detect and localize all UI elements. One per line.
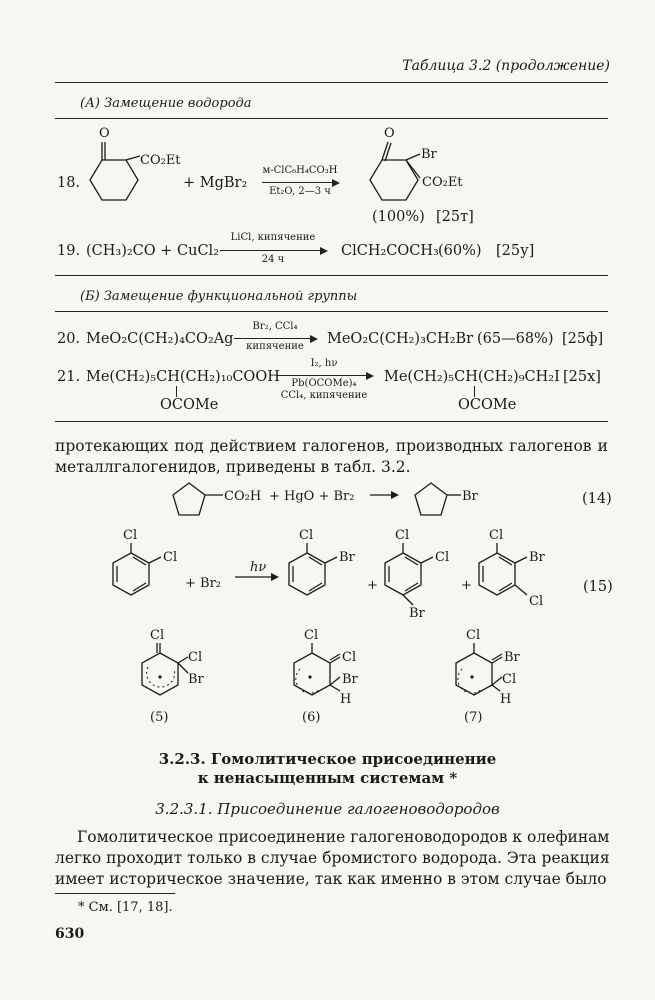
product1-br: Br xyxy=(339,550,355,565)
section-heading-line2: к ненасыщенным системам * xyxy=(197,769,458,787)
product-oxygen: O xyxy=(384,126,395,141)
row-21-condition-bottom: CCl₄, кипячение xyxy=(280,390,368,401)
row-21-reactant: Me(CH₂)₅CH(CH₂)₁₀COOH xyxy=(86,369,280,385)
reactant-oxygen: O xyxy=(99,126,110,141)
section-b-rule xyxy=(55,311,608,312)
paragraph-intro: протекающих под действием галогенов, производных галогенов и металлгалогенидов, приведены в табл. 3.2. xyxy=(55,437,608,476)
row-20-product: MeO₂C(CH₂)₃CH₂Br xyxy=(327,331,474,347)
row-21-number: 21. xyxy=(57,369,81,385)
row-21-reactant-bond xyxy=(176,386,177,397)
reactant-ester-group: CO₂Et xyxy=(140,153,181,168)
row-18-condition-top: м-ClC₆H₄CO₃H xyxy=(262,165,338,176)
subsection-heading: 3.2.3.1. Присоединение галогеноводородов xyxy=(155,800,500,818)
equation-15-label: (15) xyxy=(583,579,613,595)
row-18-reactant-structure xyxy=(80,120,190,220)
section-b-top-rule xyxy=(55,275,608,276)
row-21-product-bond xyxy=(474,386,475,397)
radical5-label: (5) xyxy=(150,710,169,725)
radical6-cl-top: Cl xyxy=(304,628,319,643)
footnote-rule xyxy=(55,893,175,894)
equation-14-label: (14) xyxy=(582,491,612,507)
row-20-number: 20. xyxy=(57,331,81,347)
radical7-cl-top: Cl xyxy=(466,628,481,643)
page-number: 630 xyxy=(55,926,85,942)
row-18-reference: [25т] xyxy=(436,209,474,225)
section-a-title: (А) Замещение водорода xyxy=(80,96,252,111)
row-19-product: ClCH₂COCH₃ xyxy=(341,243,439,259)
row-19-reference: [25у] xyxy=(496,243,535,259)
row-21-condition-mid: Pb(OCOMe)₄ xyxy=(291,378,357,389)
product3-cl-top: Cl xyxy=(489,528,504,543)
row-19-condition-bottom: 24 ч xyxy=(261,254,285,265)
paragraph-line-2: легко проходит только в случае бромистого водорода. Эта реакция xyxy=(55,849,610,867)
footnote: * См. [17, 18]. xyxy=(78,900,173,915)
row-20-arrow xyxy=(234,338,316,339)
row-21-condition-top: I₂, hν xyxy=(310,358,338,369)
row-20-reactant: MeO₂C(CH₂)₄CO₂Ag xyxy=(86,331,234,347)
section-a-rule xyxy=(55,118,608,119)
radical-structures xyxy=(130,625,550,735)
eq14-bromine: Br xyxy=(462,489,478,504)
row-18-condition-bottom: Et₂O, 2—3 ч xyxy=(269,186,331,197)
radical6-cl-side: Cl xyxy=(342,650,357,665)
eq15-reactant-cl-top: Cl xyxy=(123,528,138,543)
eq15-plus-2: + xyxy=(461,578,472,593)
row-19-reactants: (CH₃)₂CO + CuCl₂ xyxy=(86,243,220,259)
radical6-label: (6) xyxy=(302,710,321,725)
table-bottom-rule xyxy=(55,421,608,422)
radical7-cl-side: Cl xyxy=(502,672,517,687)
eq14-reagents: + HgO + Br₂ xyxy=(269,489,355,504)
row-21-reference: [25х] xyxy=(563,369,601,385)
product2-br: Br xyxy=(409,606,425,621)
row-19-condition-top: LiCl, кипячение xyxy=(230,232,316,243)
product-ester-group: CO₂Et xyxy=(422,175,463,190)
radical5-br: Br xyxy=(188,672,204,687)
row-18-yield: (100%) xyxy=(372,209,425,225)
product3-br: Br xyxy=(529,550,545,565)
table-top-rule xyxy=(55,82,608,83)
row-20-yield: (65—68%) xyxy=(477,331,554,347)
row-19-arrow xyxy=(220,250,326,251)
paragraph-line-3: имеет историческое значение, так как именно в этом случае было xyxy=(55,870,607,888)
radical6-br: Br xyxy=(342,672,358,687)
radical5-cl-top: Cl xyxy=(150,628,165,643)
product3-cl-bottom: Cl xyxy=(529,594,544,609)
eq15-plus-1: + xyxy=(367,578,378,593)
row-20-condition-bottom: кипячение xyxy=(246,341,304,352)
paragraph-line-1: Гомолитическое присоединение галогеноводородов к олефинам xyxy=(77,828,610,846)
product1-cl: Cl xyxy=(299,528,314,543)
row-18-product-structure xyxy=(360,120,500,220)
equation-15 xyxy=(95,525,565,625)
row-21-product: Me(CH₂)₅CH(CH₂)₉CH₂I xyxy=(384,369,560,385)
product2-cl-side: Cl xyxy=(435,550,450,565)
table-caption: Таблица 3.2 (продолжение) xyxy=(402,58,610,74)
row-18-reagent: + MgBr₂ xyxy=(183,175,248,191)
product2-cl-top: Cl xyxy=(395,528,410,543)
row-21-reactant-substituent: OCOMe xyxy=(160,397,219,413)
radical7-br: Br xyxy=(504,650,520,665)
row-21-product-substituent: OCOMe xyxy=(458,397,517,413)
section-b-title: (Б) Замещение функциональной группы xyxy=(80,289,358,304)
radical7-h: H xyxy=(500,692,512,707)
eq15-condition: hν xyxy=(250,560,267,575)
row-19-yield: (60%) xyxy=(438,243,482,259)
section-heading-line1: 3.2.3. Гомолитическое присоединение xyxy=(158,750,497,768)
radical5-cl-side: Cl xyxy=(188,650,203,665)
radical7-label: (7) xyxy=(464,710,483,725)
radical6-h: H xyxy=(340,692,352,707)
eq14-carboxyl: CO₂H xyxy=(224,489,262,504)
product-bromine: Br xyxy=(421,147,437,162)
row-20-reference: [25ф] xyxy=(562,331,604,347)
row-18-arrow xyxy=(262,182,338,183)
row-20-condition-top: Br₂, CCl₄ xyxy=(252,321,298,332)
eq15-reactant-cl-side: Cl xyxy=(163,550,178,565)
row-18-number: 18. xyxy=(57,175,81,191)
row-19-number: 19. xyxy=(57,243,81,259)
row-21-arrow xyxy=(276,375,372,376)
eq15-bromine-reagent: + Br₂ xyxy=(185,576,222,591)
